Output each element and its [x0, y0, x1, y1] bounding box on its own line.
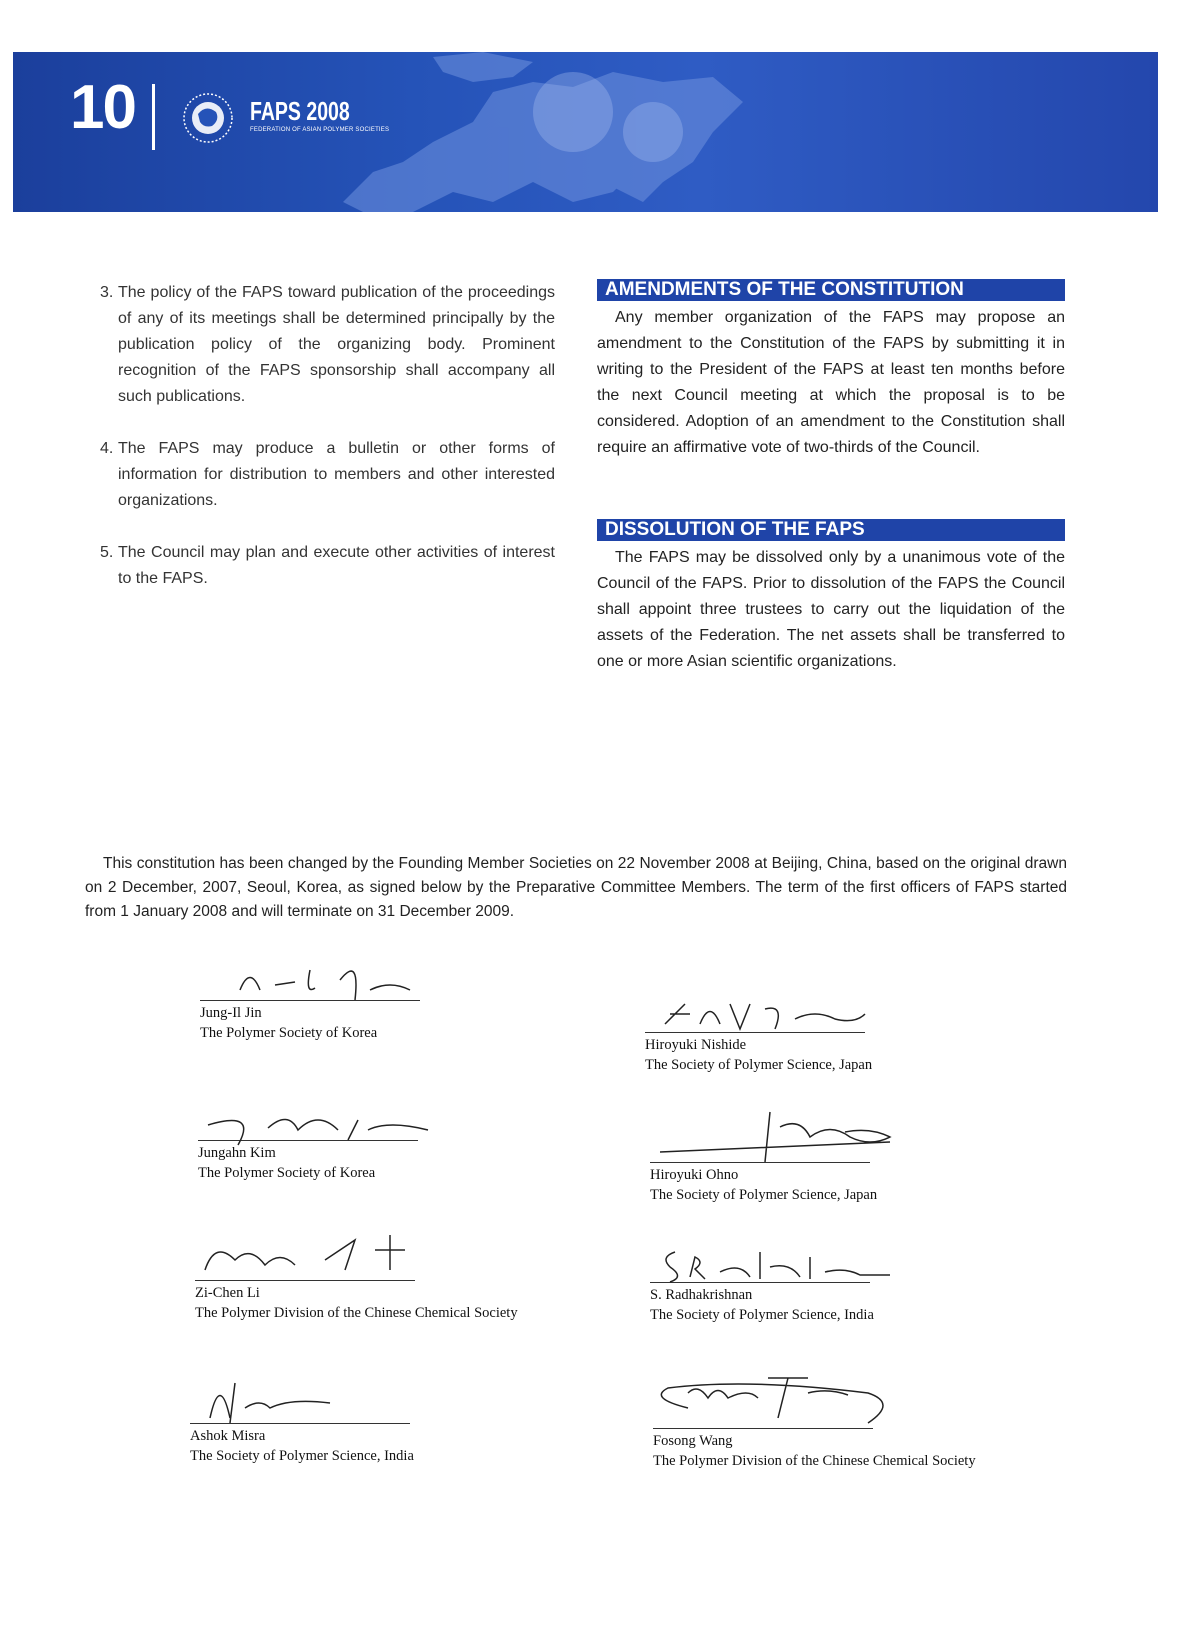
section-heading-dissolution: DISSOLUTION OF THE FAPS [597, 519, 1065, 541]
signatory-name: Fosong Wang [653, 1433, 733, 1449]
signatory-name: Hiroyuki Ohno [650, 1167, 739, 1183]
list-item [100, 280, 555, 410]
signature-block [198, 1140, 418, 1183]
page-number: 10 [70, 73, 135, 142]
handwritten-signature [190, 1368, 410, 1428]
signatory-organization: The Polymer Division of the Chinese Chemical Society [195, 1305, 518, 1321]
signatory-organization: The Polymer Society of Korea [200, 1025, 378, 1041]
section-heading-amendments: AMENDMENTS OF THE CONSTITUTION [597, 279, 1065, 301]
faps-logo-text: FAPS 2008 [250, 96, 350, 126]
signatory-organization: The Society of Polymer Science, Japan [650, 1187, 878, 1203]
handwritten-signature [628, 1363, 898, 1433]
section-body-dissolution: The FAPS may be dissolved only by a unanimous vote of the Council of the FAPS. Prior to dissolution of the FAPS the Council shall appoint three trustees to carry out the liquidation of the assets of the Federation. The net assets shall be transferred to one or more Asian scientific organizations. [597, 549, 1065, 670]
constitution-statement: This constitution has been changed by the Founding Member Societies on 22 November 2008 at Beijing, China, based on the original drawn on 2 December, 2007, Seoul, Korea, as signed below by the Preparative Committee Members. The term of the first officers of FAPS started from 1 January 2008 and will terminate on 31 December 2009. [85, 855, 1067, 920]
handwritten-signature [198, 1100, 438, 1150]
signatory-organization: The Polymer Division of the Chinese Chemical Society [653, 1453, 976, 1469]
signatory-organization: The Polymer Society of Korea [198, 1165, 376, 1181]
list-item-number: 5. [100, 544, 114, 561]
signature-block [190, 1423, 414, 1466]
signature-block [650, 1162, 877, 1205]
handwritten-signature [655, 994, 885, 1039]
list-item [100, 540, 555, 592]
list-item [100, 436, 555, 514]
list-item-text: The Council may plan and execute other activities of interest to the FAPS. [118, 544, 555, 587]
signatory-organization: The Society of Polymer Science, Japan [645, 1057, 873, 1073]
signature-block [200, 1000, 420, 1043]
signatory-organization: The Society of Polymer Science, India [650, 1307, 874, 1323]
signature-block [645, 1032, 872, 1075]
section-body-amendments: Any member organization of the FAPS may propose an amendment to the Constitution of the FAPS by submitting it in writing to the President of the FAPS at least ten months before the next Council meeting at which the proposal is to be considered. Adoption of an amendment to the Constitution shall require an affirmative vote of two-thirds of the Council. [597, 309, 1065, 456]
right-column [597, 279, 1065, 733]
signature-block [653, 1428, 976, 1471]
faps-logo-subtitle: FEDERATION OF ASIAN POLYMER SOCIETIES [250, 127, 390, 133]
faps-globe-logo-icon [176, 86, 240, 150]
signatory-organization: The Society of Polymer Science, India [190, 1448, 414, 1464]
handwritten-signature [220, 960, 440, 1010]
signatory-name: Ashok Misra [190, 1428, 266, 1444]
page-number-divider [152, 84, 155, 150]
signatory-name: Zi-Chen Li [195, 1285, 260, 1301]
list-item-number: 4. [100, 440, 114, 457]
signatory-name: Jung-Il Jin [200, 1005, 262, 1021]
signatory-name: Hiroyuki Nishide [645, 1037, 747, 1053]
handwritten-signature [195, 1230, 425, 1285]
signature-block [195, 1280, 518, 1323]
handwritten-signature [660, 1247, 900, 1287]
signatory-name: Jungahn Kim [198, 1145, 276, 1161]
signature-block [650, 1282, 874, 1325]
list-item-number: 3. [100, 284, 114, 301]
handwritten-signature [650, 1107, 900, 1167]
signatory-name: S. Radhakrishnan [650, 1287, 753, 1303]
list-item-text: The FAPS may produce a bulletin or other forms of information for distribution to members and other interested organizations. [118, 440, 555, 509]
left-column [100, 280, 555, 618]
list-item-text: The policy of the FAPS toward publication of the proceedings of any of its meetings shall be determined principally by the publication policy of the organizing body. Prominent recognition of the FAPS sponsorship shall accompany all such publications. [118, 284, 555, 405]
